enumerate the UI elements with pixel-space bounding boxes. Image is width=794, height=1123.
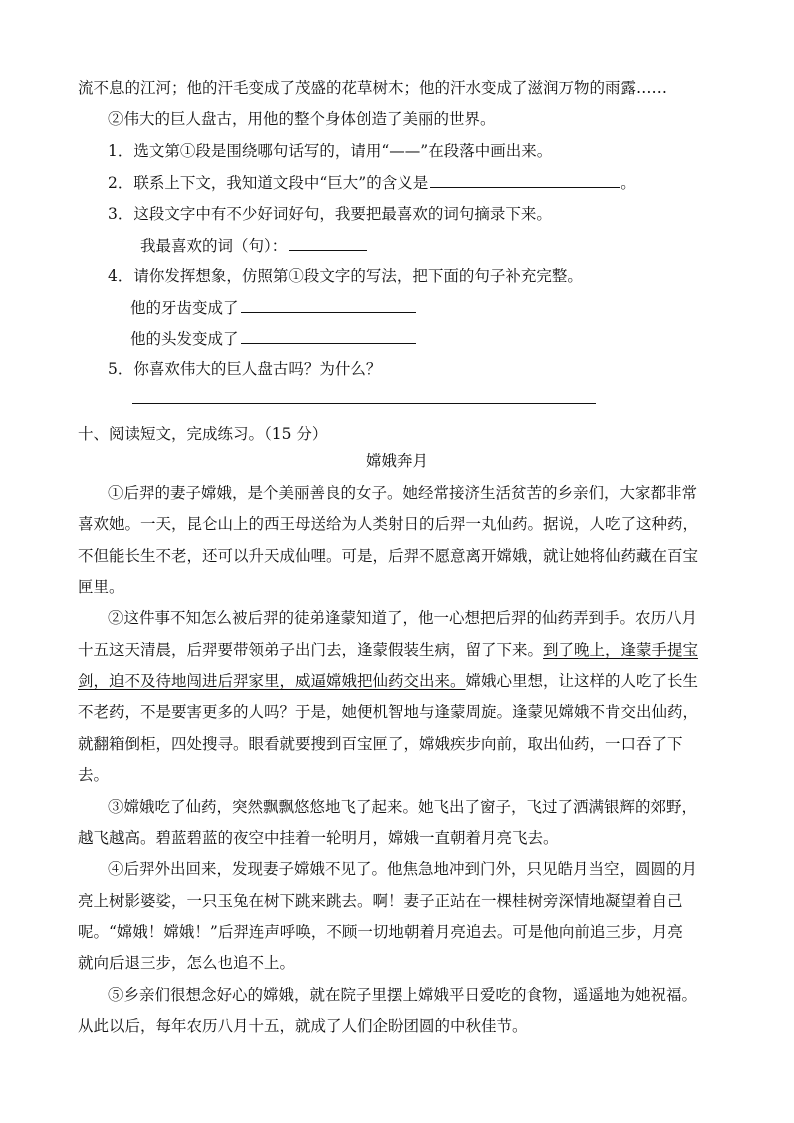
paragraph-4-line-4: 就向后退三步，怎么也追不上。 <box>78 954 296 972</box>
paragraph-2-line-1: ②这件事不知怎么被后羿的徒弟逢蒙知道了，他一心想把后羿的仙药弄到手。农历八月 <box>108 609 698 627</box>
paragraph-3-line-1: ③嫦娥吃了仙药，突然飘飘悠悠地飞了起来。她飞出了窗子，飞过了洒满银辉的郊野， <box>108 798 698 816</box>
paragraph-2-line-3-plain: 嫦娥心里想，让这样的人吃了长生 <box>465 672 699 690</box>
passage-paragraph-2: ②伟大的巨人盘古，用他的整个身体创造了美丽的世界。 <box>108 110 496 128</box>
question-4-a <box>130 297 770 318</box>
paragraph-3-line-2: 越飞越高。碧蓝碧蓝的夜空中挂着一轮明月，嫦娥一直朝着月亮飞去。 <box>78 829 559 847</box>
answer-blank-q4-a[interactable] <box>241 297 416 313</box>
question-3: 3．这段文字中有不少好词好句，我要把最喜欢的词句摘录下来。 <box>108 205 552 223</box>
paragraph-4-line-2: 亮上树影婆娑，一只玉兔在树下跳来跳去。啊！妻子正站在一棵桂树旁深情地凝望着自己 <box>78 892 683 910</box>
question-2 <box>108 172 748 193</box>
underlined-sentence-part-2: 剑，迫不及待地闯进后羿家里，威逼嫦娥把仙药交出来。 <box>78 672 466 690</box>
paragraph-5-line-1: ⑤乡亲们很想念好心的嫦娥，就在院子里摆上嫦娥平日爱吃的食物，遥遥地为她祝福。 <box>108 986 698 1004</box>
passage-title: 嫦娥奔月 <box>365 452 428 470</box>
question-3-label: 我最喜欢的词（句）： <box>140 237 288 255</box>
question-2-end: 。 <box>620 174 636 192</box>
answer-blank-q4-b[interactable] <box>241 328 416 344</box>
question-1: 1．选文第①段是围绕哪句话写的，请用“——”在段落中画出来。 <box>108 142 553 160</box>
answer-blank-q3[interactable] <box>289 235 367 251</box>
question-4: 4．请你发挥想象，仿照第①段文字的写法，把下面的句子补充完整。 <box>108 267 583 285</box>
answer-blank-q2[interactable] <box>430 172 620 188</box>
paragraph-2-line-2 <box>78 640 718 660</box>
section-10-heading: 十、阅读短文，完成练习。（15 分） <box>78 425 328 443</box>
paragraph-4-line-3: 呢。“嫦娥！嫦娥！”后羿连声呼唤，不顾一切地朝着月亮追去。可是他向前追三步，月亮 <box>78 923 683 941</box>
answer-line-q5[interactable] <box>132 403 596 404</box>
passage-continuation: 流不息的江河；他的汗毛变成了茂盛的花草树木；他的汗水变成了滋润万物的雨露…… <box>78 79 668 97</box>
underlined-sentence-part-1: 到了晚上，逢蒙手提宝 <box>543 641 699 659</box>
paragraph-5-line-2: 从此以后，每年农历八月十五，就成了人们企盼团圆的中秋佳节。 <box>78 1017 528 1035</box>
question-4-b <box>130 328 770 349</box>
paragraph-2-line-3 <box>78 671 718 691</box>
paragraph-1-line-2: 喜欢她。一天，昆仑山上的西王母送给为人类射日的后羿一丸仙药。据说，人吃了这种药， <box>78 515 699 533</box>
question-4-b-label: 他的头发变成了 <box>130 330 239 348</box>
question-2-text: 2．联系上下文，我知道文段中“巨大”的含义是 <box>108 174 429 192</box>
paragraph-2-line-6: 去。 <box>78 766 110 784</box>
paragraph-4-line-1: ④后羿外出回来，发现妻子嫦娥不见了。他焦急地冲到门外，只见皓月当空，圆圆的月 <box>108 860 698 878</box>
paragraph-1-line-4: 匣里。 <box>78 578 125 596</box>
question-4-a-label: 他的牙齿变成了 <box>130 299 239 317</box>
paragraph-2-line-4: 不老药，不是要害更多的人吗？于是，她便机智地与逢蒙周旋。逢蒙见嫦娥不肯交出仙药， <box>78 703 699 721</box>
paragraph-1-line-3: 不但能长生不老，还可以升天成仙哩。可是，后羿不愿意离开嫦娥，就让她将仙药藏在百宝 <box>78 547 699 565</box>
paragraph-2-line-2-plain: 十五这天清晨，后羿要带领弟子出门去，逢蒙假装生病，留了下来。 <box>78 641 544 659</box>
question-5: 5．你喜欢伟大的巨人盘古吗？为什么？ <box>108 360 382 378</box>
paragraph-2-line-5: 就翻箱倒柜，四处搜寻。眼看就要搜到百宝匣了，嫦娥疾步向前，取出仙药，一口吞了下 <box>78 735 683 753</box>
question-3-answer <box>140 235 780 256</box>
paragraph-1-line-1: ①后羿的妻子嫦娥，是个美丽善良的女子。她经常接济生活贫苦的乡亲们，大家都非常 <box>108 484 698 502</box>
